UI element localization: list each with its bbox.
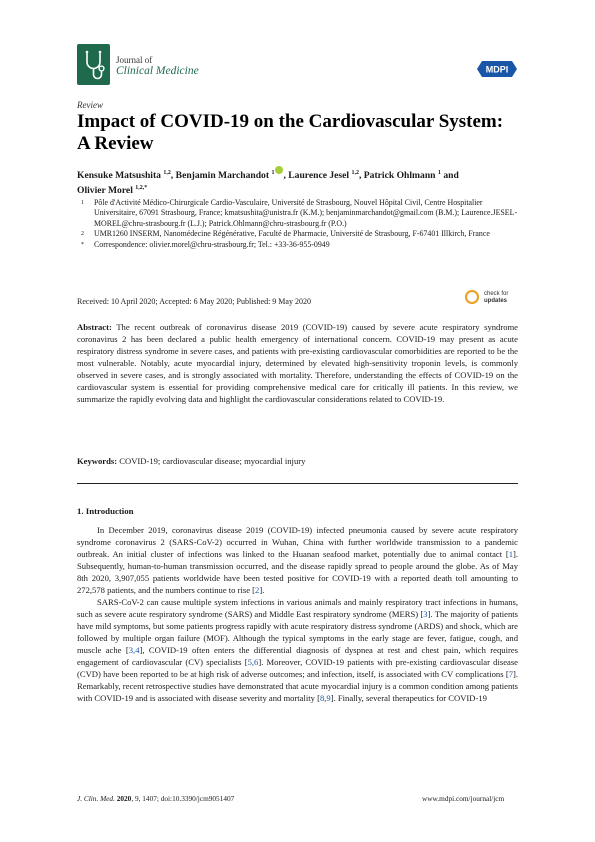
author-conjunction: and <box>443 170 459 182</box>
section-heading: 1. Introduction <box>77 506 134 516</box>
author-name[interactable]: Laurence Jesel <box>288 170 350 182</box>
paragraph-text: ]. Remarkably, recent retrospective studies have demonstrated that acute myocardial injury is a common condition among patients with COVID-19 and is associated with disease severity and mortality [ <box>77 669 518 703</box>
orcid-icon[interactable] <box>275 166 283 174</box>
abstract-text: The recent outbreak of coronavirus disease 2019 (COVID-19) caused by severe acute respiratory syndrome coronavirus 2 has been declared a public health emergency of international concern. COVID-19 may present as acute respiratory distress syndrome in severe cases, and patients with pre-existing cardiovascular comorbidities are reported to be the most vulnerable. Notably, acute myocardial injury, determined by elevated high-sensitivity troponin levels, is commonly observed in severe cases, and is strongly associated with mortality. Therefore, understanding the effects of COVID-19 on the cardiovascular system is essential for providing comprehensive medical care for critically ill patients. In this review, we summarize the rapidly evolving data and highlight the cardiovascular considerations related to COVID-19. <box>77 322 518 404</box>
citation-link[interactable]: 7 <box>508 669 513 679</box>
citation-footer <box>77 794 234 803</box>
journal-name: Clinical Medicine <box>116 65 199 77</box>
footer-year: 2020 <box>116 794 132 803</box>
affiliation-list <box>77 198 522 250</box>
citation-link[interactable]: 3 <box>423 609 428 619</box>
correspondence-item <box>77 240 522 250</box>
citation-link[interactable]: 5,6 <box>247 657 259 667</box>
footer-journal-abbrev: J. Clin. Med. <box>77 794 115 803</box>
author-affiliation-mark: 1 <box>271 170 275 176</box>
affiliation-mark: 1 <box>81 200 84 206</box>
author-affiliation-mark: 1,2,* <box>135 185 148 192</box>
article-title: Impact of COVID-19 on the Cardiovascular System: A Review <box>77 111 504 154</box>
paragraph <box>77 596 518 704</box>
author-affiliation-mark: 1 <box>437 170 441 176</box>
abstract <box>77 321 518 405</box>
introduction-body <box>77 524 518 704</box>
paragraph-text: In December 2019, coronavirus disease 2019 (COVID-19) infected pneumonia caused by severe acute respiratory syndrome coronavirus 2 (SARS-CoV-2) occurred in Wuhan, China with further worldwide transmission to a pandemic outbreak. An initial cluster of infections was linked to the Huanan seafood market, potentially due to animal contact [ <box>77 525 518 559</box>
paragraph-text: ], COVID-19 often enters the differential diagnosis of dyspnea at rest and chest pain, which requires engagement of cardiovascular (CV) specialists [ <box>77 645 518 667</box>
mdpi-logo <box>476 60 518 78</box>
citation-link[interactable]: 3,4 <box>128 645 140 655</box>
author-name[interactable]: Benjamin Marchandot <box>175 170 270 182</box>
journal-logo <box>77 44 110 85</box>
author-name[interactable]: Kensuke Matsushita <box>77 170 161 182</box>
author-name[interactable]: Patrick Ohlmann <box>363 170 436 182</box>
author-affiliation-mark: 1,2 <box>163 170 171 176</box>
journal-url[interactable]: www.mdpi.com/journal/jcm <box>422 794 505 803</box>
keywords <box>77 456 305 466</box>
footer-doi: , 9, 1407; doi:10.3390/jcm9051407 <box>131 794 235 803</box>
paragraph-text: ]. The majority of patients have mild symptoms, but some patients progress rapidly with acute respiratory distress syndrome (ARDS) and shock, which are followed by multiple organ failure (MOF). Although the typical symptoms in the early stage are fever, fatigue, cough, and muscle ache [ <box>77 609 518 655</box>
affiliation-mark: 2 <box>81 231 84 238</box>
author-affiliation-mark: 1,2 <box>351 170 359 176</box>
journal-name-prefix: Journal of <box>116 55 153 65</box>
citation-link[interactable]: 8,9 <box>319 693 331 703</box>
author-list: Kensuke Matsushita $^{1,2}$, Benjamin Marchandot $^1$ , Laurence Jesel $^{1,2}$, Patrick Ohlmann $^1$ and Olivier Morel $^{1,2,*}$ <box>77 166 517 197</box>
publication-dates: Received: 10 April 2020; Accepted: 6 May 2020; Published: 9 May 2020 <box>77 297 311 306</box>
mdpi-logo-text: MDPI <box>485 64 509 75</box>
citation-link[interactable]: 1 <box>508 549 513 559</box>
section-divider <box>77 483 518 484</box>
paragraph-text: ]. Finally, several therapeutics for COVID-19 <box>330 693 487 703</box>
paragraph-text: ]. Subsequently, human-to-human transmission occurred, and the disease rapidly spread to people around the globe. As of May 8th 2020, 3,907,055 patients worldwide have been tested positive for COVID-19 with a reported death toll amounting to 272,578 patients, and the numbers continue to rise [ <box>77 549 518 595</box>
update-circle-icon <box>465 290 479 304</box>
author-name[interactable]: Olivier Morel <box>77 185 133 197</box>
paragraph-text: ]. <box>259 585 265 595</box>
affiliation-mark: * <box>81 241 84 248</box>
keywords-label: Keywords: <box>77 456 118 466</box>
affiliation-item <box>77 198 522 229</box>
paragraph-text: ]. Moreover, COVID-19 patients with pre-existing cardiovascular disease (CVD) have been reported to be at high risk of adverse outcomes; and infection, itself, is associated with CV complications [ <box>77 657 518 679</box>
correspondence-text: Correspondence: olivier.morel@chru-strasbourg.fr; Tel.: +33-36-955-0949 <box>94 239 330 249</box>
abstract-label: Abstract: <box>77 322 112 332</box>
affiliation-text: Pôle d'Activité Médico-Chirurgicale Cardio-Vasculaire, Université de Strasbourg, Nouvel Hôpital Civil, Centre Hospitalier Universitaire, 67091 Strasbourg, France; kmatsushita@unistra.fr (K.M.); benjaminmarchandot@gmail.com (B.M.); Laurence.JESEL-MOREL@chru-strasbourg.fr (L.J.); Patrick.Ohlmann@chru-strasbourg.fr (P.O.) <box>94 198 518 228</box>
paragraph <box>77 524 518 596</box>
updates-label: updates <box>484 297 508 304</box>
affiliation-text: UMR1260 INSERM, Nanomédecine Régénérative, Faculté de Pharmacie, Université de Strasbourg, F-67401 Illkirch, France <box>94 229 490 239</box>
keywords-text: COVID-19; cardiovascular disease; myocardial injury <box>119 456 306 466</box>
paragraph-text: SARS-CoV-2 can cause multiple system infections in various animals and mainly respiratory tract infections in humans, such as severe acute respiratory syndrome (SARS) and Middle East respiratory syndrome (MERS) [ <box>77 597 518 619</box>
citation-link[interactable]: 2 <box>255 585 260 595</box>
stethoscope-icon <box>77 44 110 85</box>
affiliation-item <box>77 229 522 239</box>
check-for-label: check for <box>484 291 509 297</box>
article-type: Review <box>77 100 103 110</box>
